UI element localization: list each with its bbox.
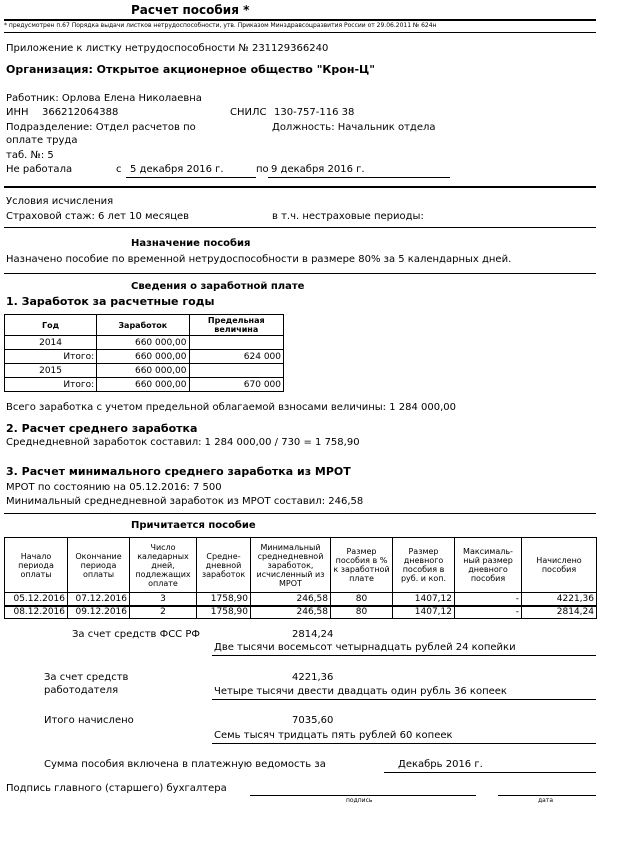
payroll-label: Сумма пособия включена в платежную ведомость за (44, 759, 326, 770)
employer-amount: 4221,36 (292, 672, 334, 683)
division-line-1: Подразделение: Отдел расчетов по (6, 122, 196, 133)
section-1-title: 1. Заработок за расчетные годы (6, 295, 215, 308)
divider (4, 186, 596, 188)
employer-label-2: работодателя (44, 685, 119, 696)
divider (4, 19, 596, 21)
table-cell: 08.12.2016 (5, 606, 68, 619)
signature-line (250, 795, 476, 796)
table-cell (189, 364, 284, 378)
section-3-title: 3. Расчет минимального среднего заработка из МРОТ (6, 465, 351, 478)
inn-label: ИНН (6, 107, 29, 118)
column-header: Окончание периода оплаты (68, 538, 130, 593)
document-title: Расчет пособия * (131, 3, 250, 17)
to-date: 9 декабря 2016 г. (271, 164, 365, 175)
table-row (5, 350, 284, 364)
underline (384, 772, 596, 773)
table-cell: 660 000,00 (97, 350, 189, 364)
fss-amount: 2814,24 (292, 629, 334, 640)
divider (4, 32, 596, 33)
date-caption: дата (538, 797, 553, 804)
benefit-table (4, 537, 597, 619)
table-cell: 07.12.2016 (68, 593, 130, 606)
not-worked-label: Не работала (6, 164, 73, 175)
assignment-text: Назначено пособие по временной нетрудоспособности в размере 80% за 5 календарных дней. (6, 254, 512, 265)
table-row (5, 364, 284, 378)
total-label: Итого начислено (44, 715, 134, 726)
from-label: с (116, 164, 122, 175)
table-cell: - (455, 606, 522, 619)
worker-name: Работник: Орлова Елена Николаевна (6, 93, 202, 104)
footnote: * предусмотрен п.67 Порядка выдачи листков нетрудоспособности, утв. Приказом Минздравсоцразвития России от 29.06.2011 № 624н (4, 22, 437, 29)
date-line (498, 795, 596, 796)
non-insurance-periods: в т.ч. нестраховые периоды: (272, 211, 424, 222)
table-cell: 05.12.2016 (5, 593, 68, 606)
column-header: Начислено пособия (522, 538, 597, 593)
snils-value: 130-757-116 38 (274, 107, 355, 118)
tab-number: таб. №: 5 (6, 150, 54, 161)
column-header: Год (5, 315, 97, 336)
organization-line: Организация: Открытое акционерное общество "Крон-Ц" (6, 63, 375, 76)
column-header: Предельная величина (189, 315, 284, 336)
date-underline (268, 177, 450, 178)
division-line-2: оплате труда (6, 135, 78, 146)
due-title: Причитается пособие (131, 520, 256, 531)
table-cell: 4221,36 (522, 593, 597, 606)
employer-label-1: За счет средств (44, 672, 129, 683)
to-label: по (256, 164, 269, 175)
mrot-value: МРОТ по состоянию на 05.12.2016: 7 500 (6, 482, 222, 493)
average-earnings: Среднедневной заработок составил: 1 284 000,00 / 730 = 1 758,90 (6, 437, 360, 448)
min-average-earnings: Минимальный среднедневной заработок из МРОТ составил: 246,58 (6, 496, 364, 507)
table-row (5, 593, 597, 606)
table-cell: 3 (130, 593, 197, 606)
column-header: Начало периода оплаты (5, 538, 68, 593)
divider (4, 227, 596, 228)
column-header: Максималь-ный размер дневного пособия (455, 538, 522, 593)
earnings-table (4, 314, 284, 392)
table-cell: 1407,12 (393, 593, 455, 606)
table-row (5, 378, 284, 392)
table-cell: 80 (331, 606, 393, 619)
table-cell: Итого: (5, 378, 97, 392)
position: Должность: Начальник отдела (272, 122, 436, 133)
table-cell: 2 (130, 606, 197, 619)
table-cell: 246,58 (251, 593, 331, 606)
column-header: Размер пособия в % к заработной плате (331, 538, 393, 593)
insurance-experience: Страховой стаж: 6 лет 10 месяцев (6, 211, 190, 222)
table-cell: 09.12.2016 (68, 606, 130, 619)
conditions-title: Условия исчисления (6, 196, 114, 207)
column-header: Минимальный среднедневной заработок, исчисленный из МРОТ (251, 538, 331, 593)
employer-amount-words: Четыре тысячи двести двадцать один рубль 36 копеек (214, 686, 507, 697)
table-cell: 660 000,00 (97, 364, 189, 378)
column-header: Средне-дневной заработок (197, 538, 251, 593)
table-cell: 1407,12 (393, 606, 455, 619)
inn-value: 366212064388 (42, 107, 119, 118)
from-date: 5 декабря 2016 г. (130, 164, 224, 175)
table-cell: 80 (331, 593, 393, 606)
table-cell: 660 000,00 (97, 378, 189, 392)
section-2-title: 2. Расчет среднего заработка (6, 422, 198, 435)
date-underline (126, 177, 256, 178)
divider (4, 273, 596, 274)
table-cell: - (455, 593, 522, 606)
table-cell: Итого: (5, 350, 97, 364)
table-cell (189, 336, 284, 350)
table-row (5, 336, 284, 350)
table-cell: 1758,90 (197, 606, 251, 619)
payroll-month: Декабрь 2016 г. (398, 759, 483, 770)
column-header: Размер дневного пособия в руб. и коп. (393, 538, 455, 593)
fss-label: За счет средств ФСС РФ (72, 629, 200, 640)
signature-label: Подпись главного (старшего) бухгалтера (6, 783, 227, 794)
table-cell: 2015 (5, 364, 97, 378)
total-earnings: Всего заработка с учетом предельной облагаемой взносами величины: 1 284 000,00 (6, 402, 456, 413)
table-cell: 624 000 (189, 350, 284, 364)
table-cell: 660 000,00 (97, 336, 189, 350)
divider (4, 513, 596, 514)
column-header: Число каледарных дней, подлежащих оплате (130, 538, 197, 593)
underline (212, 699, 596, 700)
table-cell: 1758,90 (197, 593, 251, 606)
appendix-line: Приложение к листку нетрудоспособности № 231129366240 (6, 43, 329, 54)
assignment-title: Назначение пособия (131, 238, 251, 249)
total-amount-words: Семь тысяч тридцать пять рублей 60 копеек (214, 730, 453, 741)
table-cell: 246,58 (251, 606, 331, 619)
table-cell: 2814,24 (522, 606, 597, 619)
table-row (5, 606, 597, 619)
total-amount: 7035,60 (292, 715, 334, 726)
table-cell: 2014 (5, 336, 97, 350)
underline (212, 655, 596, 656)
signature-caption: подпись (346, 797, 373, 804)
underline (212, 743, 596, 744)
snils-label: СНИЛС (230, 107, 267, 118)
fss-amount-words: Две тысячи восемьсот четырнадцать рублей 24 копейки (214, 642, 516, 653)
salary-title: Сведения о заработной плате (131, 281, 305, 292)
table-cell: 670 000 (189, 378, 284, 392)
column-header: Заработок (97, 315, 189, 336)
